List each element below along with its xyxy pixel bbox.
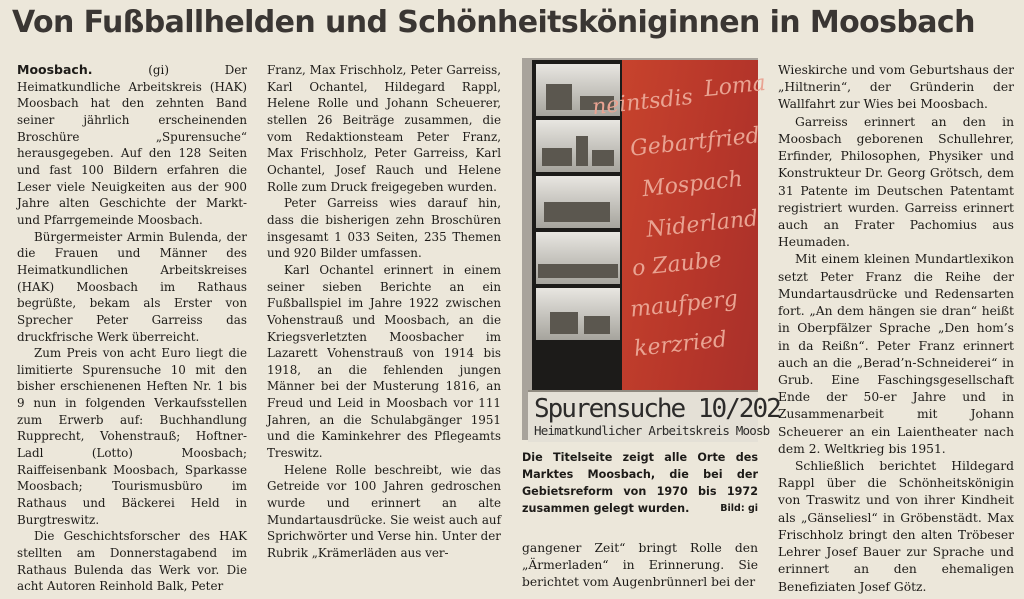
thumbnail-houses xyxy=(536,288,620,340)
paragraph-1-text: (gi) Der Heimatkundliche Arbeitskreis (HAK) Moosbach hat den zehnten Band seiner jährlich erscheinenden Broschüre „Spurensuche“ herausgegeben. Auf den 128 Seiten und fast 100 Bildern erfahren die Leser viele Neuigkeiten aus der 900 Jahre alten Geschichte der Markt- und Pfarrgemeinde Moosbach. xyxy=(17,63,247,227)
caption-text: Die Titelseite zeigt alle Orte des Marktes Moosbach, die bei der Gebietsreform von 1970 bis 1972 zusammen gelegt wurden. xyxy=(522,451,758,515)
paragraph-2: Bürgermeister Armin Bulenda, der die Frauen und Männer des Heimatkundlichen Arbeitskreises (HAK) Moosbach im Rathaus begrüßte, bekam als Erster von Sprecher Peter Garreiss das druckfrische Werk überreicht. xyxy=(17,229,247,344)
paragraph-9: gangener Zeit“ bringt Rolle den „Ärmerladen“ in Erinnerung. Sie berichtet vom Augenbrünnerl bei der xyxy=(522,541,758,590)
photo-caption xyxy=(522,449,758,517)
brochure-title: Spurensuche 10/202 xyxy=(534,394,780,424)
paragraph-4: Die Geschichtsforscher des HAK stellten am Donnerstagabend im Rathaus Bulenda das Werk vor. Die acht Autoren Reinhold Balk, Peter xyxy=(17,529,247,594)
map-word: neintsdis xyxy=(590,84,694,121)
thumbnail-panorama xyxy=(536,232,620,284)
map-word: Gebartfried xyxy=(629,123,761,162)
map-word: o Zaube xyxy=(630,247,723,282)
photo-credit: Bild: gi xyxy=(720,503,758,514)
paragraph-6: Peter Garreiss wies darauf hin, dass die bisherigen zehn Broschüren insgesamt 1 033 Seiten, 235 Themen und 920 Bilder umfassen. xyxy=(267,196,501,261)
historic-map-poster xyxy=(590,60,767,390)
thumbnail-village xyxy=(536,120,620,172)
thumbnail-castle xyxy=(536,176,620,228)
article-column-3 xyxy=(522,540,758,592)
map-word: maufperg xyxy=(628,286,740,323)
map-word: kerzried xyxy=(632,327,729,362)
map-word: Loma xyxy=(702,70,767,103)
article-column-4 xyxy=(778,62,1014,596)
map-word: Niderland xyxy=(645,206,760,243)
paragraph-11: Garreiss erinnert an den in Moosbach geborenen Schullehrer, Erfinder, Philosophen, Physiker und Konstrukteur Dr. Georg Grötsch, dem 31 Patente im Deutschen Patentamt registriert wurden. Garreiss erinnert auch an Frater Pachomius aus Heumaden. xyxy=(778,114,1014,250)
article-column-2 xyxy=(267,62,501,562)
paragraph-3: Zum Preis von acht Euro liegt die limitierte Spurensuche 10 mit den bisher erschienenen Heften Nr. 1 bis 9 nun in folgenden Verkaufsstellen zum Erwerb auf: Buchhandlung Rupprecht, Vohenstrauß; Hoftner-Ladl (Lotto) Moosbach; Raiffeisenbank Moosbach, Sparkasse Moosbach; Tourismusbüro im Rathaus und Bäckerei Held in Burgtreswitz. xyxy=(17,346,247,527)
paragraph-12: Mit einem kleinen Mundartlexikon setzt Peter Franz die Reihe der Mundartausdrücke und Redensarten fort. „An dem hängen sie dran“ heißt in Oberpfälzer Sprache „Den hom’s in da Reißn“. Peter Franz erinnert auch an die „Berad’n-Schneiderei“ in Grub. Eine Faschingsgesellschaft Ende der 50-er Jahre und in Zusammenarbeit mit Johann Scheuerer an ein Laientheater nach dem 2. Weltkrieg bis 1951. xyxy=(778,252,1014,456)
paragraph-13: Schließlich berichtet Hildegard Rappl über die Schönheitskönigin von Traswitz und von ihrer Kindheit als „Gänseliesl“ in Gröbenstädt. Max Frischholz bringt den alten Tröbeser Lehrer Josef Bauer zur Sprache und erinnert an den ehemaligen Benefiziaten Josef Götz. xyxy=(778,459,1014,594)
dateline: Moosbach. xyxy=(17,62,93,77)
brochure-subtitle: Heimatkundlicher Arbeitskreis Moosb xyxy=(534,423,770,438)
paragraph-1 xyxy=(17,62,247,229)
paragraph-8: Helene Rolle beschreibt, wie das Getreide vor 100 Jahren gedroschen wurde und erinnert an alte Mundartausdrücke. Sie weist auch auf Sprichwörter und Verse hin. Unter der Rubrik „Krämerläden aus ver- xyxy=(267,462,501,561)
brochure-cover-photo xyxy=(522,58,780,440)
article-column-1 xyxy=(17,62,247,595)
brochure-title-label xyxy=(528,390,780,442)
map-word: Mospach xyxy=(640,166,744,203)
paragraph-10: Wieskirche und vom Geburtshaus der „Hiltnerin“, der Gründerin der Wallfahrt zur Wies bei Moosbach. xyxy=(778,63,1014,112)
headline: Von Fußballhelden und Schönheitsköniginnen in Moosbach xyxy=(12,5,975,40)
paragraph-5: Franz, Max Frischholz, Peter Garreiss, Karl Ochantel, Hildegard Rappl, Helene Rolle und Johann Scheuerer, stellen 26 Beiträge zusammen, die vom Redaktionsteam Peter Franz, Max Frischholz, Peter Garreiss, Karl Ochantel, Josef Rauch und Helene Rolle zum Druck freigegeben wurden. xyxy=(267,63,501,194)
paragraph-7: Karl Ochantel erinnert in einem seiner sieben Berichte an ein Fußballspiel im Jahre 1922 zwischen Vohenstrauß und Moosbach, an die Kriegsverletzten Moosbacher im Lazarett Vohenstrauß von 1914 bis 1918, an die fehlenden jungen Männer bei der Musterung 1816, an Freud und Leid in Moosbach vor 111 Jahren, an die Schulabgänger 1951 und die Kaminkehrer des Pflegeamts Treswitz. xyxy=(267,262,501,461)
